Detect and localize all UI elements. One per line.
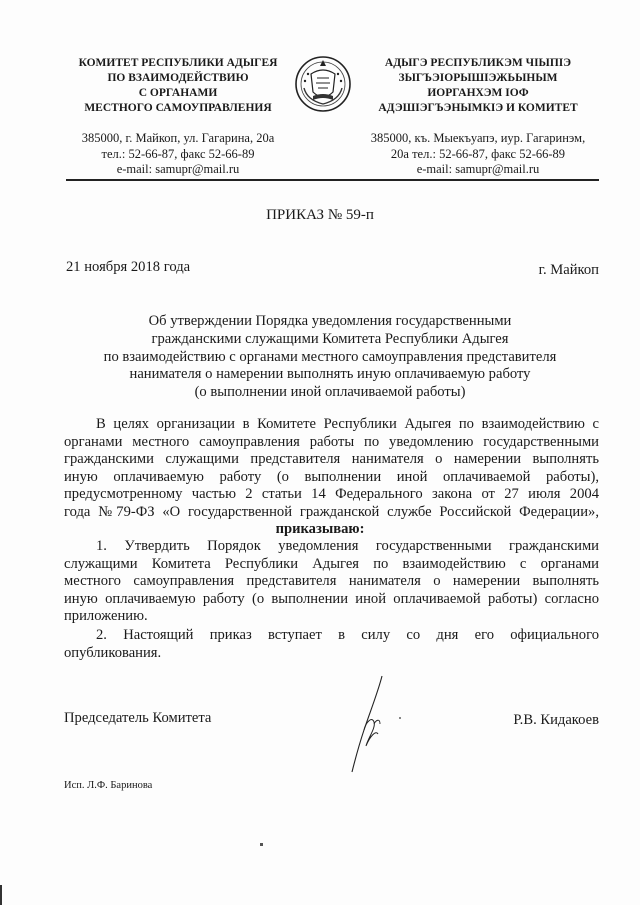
handwritten-signature: [330, 672, 410, 782]
order-city: г. Майкоп: [538, 262, 599, 278]
scan-mark: [0, 885, 2, 905]
org-name-left: КОМИТЕТ РЕСПУБЛИКИ АДЫГЕЯ ПО ВЗАИМОДЕЙСТВИЮ С ОРГАНАМИ МЕСТНОГО САМОУПРАВЛЕНИЯ: [78, 57, 278, 114]
signatory-position: Председатель Комитета: [64, 710, 212, 726]
body-intro: В целях организации в Комитете Республики Адыгея по взаимодействию с органами местного самоуправления работы по уведомлению государственными гражданскими служащими представителя нанимателя о намерении выполнять иную оплачиваемую работу (о выполнении иной оплачиваемой работы), предусмотренному частью 2 статьи 14 Федерального закона от 27 июля 2004 года №79-ФЗ «О государственной гражданской службе Российской Федерации»,: [64, 416, 599, 520]
address-right: 385000, къ. Мыекъуапэ, иур. Гагаринэм, 20а тел.: 52-66-87, факс 52-66-89 e-mail: samupr@mail.ru: [370, 131, 586, 176]
header-right: [356, 56, 600, 178]
executor-note: Исп. Л.Ф. Баринова: [64, 780, 153, 791]
address-left: 385000, г. Майкоп, ул. Гагарина, 20а тел.: 52-66-87, факс 52-66-89 e-mail: samupr@mail.ru: [81, 131, 275, 176]
signatory-name: Р.В. Кидакоев: [513, 712, 599, 728]
order-date: 21 ноября 2018 года: [66, 259, 191, 275]
order-title: ПРИКАЗ № 59-п: [266, 207, 374, 223]
order-subject: Об утверждении Порядка уведомления государственными гражданскими служащими Комитета Республики Адыгея по взаимодействию с органами местного самоуправления представителя нанимателя о намерении выполнять иную оплачиваемую работу (о выполнении иной оплачиваемой работы): [103, 313, 557, 401]
header-divider: [66, 179, 599, 181]
scan-mark: [260, 843, 263, 846]
item-1: 1. Утвердить Порядок уведомления государственными гражданскими служащими Комитета Республики Адыгея по взаимодействию с органами местного самоуправления представителя нанимателя о намерении выполнять иную оплачиваемую работу (о выполнении иной оплачиваемой работы) согласно приложению.: [64, 538, 599, 624]
org-name-right: АДЫГЭ РЕСПУБЛИКЭМ ЧIЫПIЭ ЗЫГЪЭIОРЫШIЭЖЬЫНЫМ ИОРГАНХЭМ IОФ АДЭШIЭГЪЭНЫМКIЭ И КОМИТЕТ: [378, 57, 578, 114]
header-left: [62, 56, 294, 178]
command-word: приказываю:: [275, 521, 365, 537]
coat-of-arms-icon: [293, 52, 353, 116]
item-2: 2. Настоящий приказ вступает в силу со дня его официального опубликования.: [64, 627, 599, 661]
